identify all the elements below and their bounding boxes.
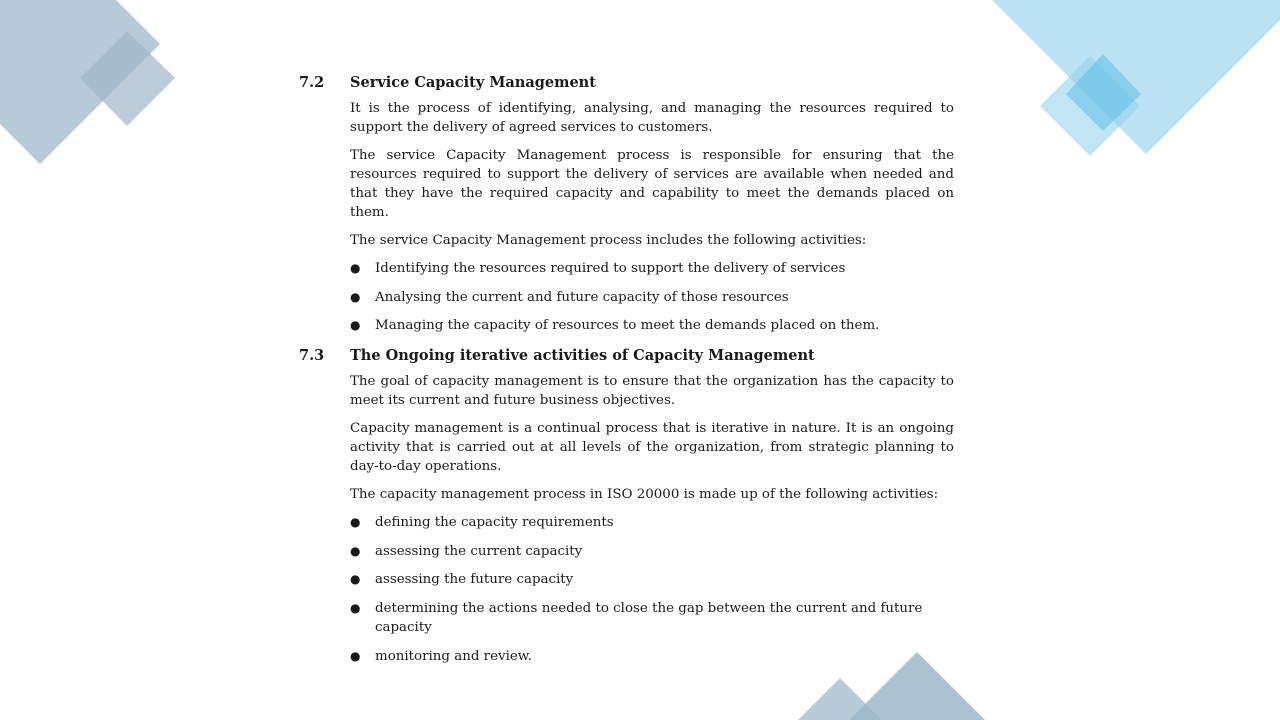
- list-item-text: Identifying the resources required to support the delivery of services: [375, 261, 846, 276]
- bullet-icon: ●: [350, 648, 361, 663]
- section-title: Service Capacity Management: [350, 74, 596, 91]
- paragraph: The capacity management process in ISO 20000 is made up of the following activities:: [350, 487, 939, 503]
- bullet-icon: ●: [350, 515, 361, 530]
- bullet-list: [350, 259, 954, 335]
- document-content: [299, 74, 954, 678]
- list-item-text: Managing the capacity of resources to meet the demands placed on them.: [375, 318, 880, 334]
- paragraph: It is the process of identifying, analysing, and managing the resources required to support the delivery of agreed services to customers.: [350, 101, 954, 135]
- list-item-text: assessing the current capacity: [375, 543, 583, 559]
- list-item-text: defining the capacity requirements: [375, 515, 614, 531]
- list-item: [350, 570, 954, 589]
- list-item-text: monitoring and review.: [375, 648, 532, 664]
- section-heading: [299, 74, 954, 91]
- list-item-text: assessing the future capacity: [375, 572, 574, 588]
- list-item: [350, 513, 954, 532]
- paragraph: The service Capacity Management process is responsible for ensuring that the resources required to support the delivery of services are available when needed and that they have the required capacity and capability to meet the demands placed on them.: [350, 148, 954, 220]
- bullet-icon: ●: [350, 318, 361, 333]
- bullet-icon: ●: [350, 261, 361, 275]
- bullet-icon: ●: [350, 572, 361, 587]
- section-title: The Ongoing iterative activities of Capacity Management: [350, 347, 815, 365]
- list-item: [350, 316, 954, 335]
- list-item-text: determining the actions needed to close the gap between the current and future capacity: [375, 600, 923, 635]
- section-number: 7.2: [299, 74, 325, 91]
- list-item: [350, 288, 954, 307]
- section-7-2: [299, 74, 954, 335]
- section-body: [350, 99, 954, 335]
- section-body: [350, 372, 954, 665]
- bullet-icon: ●: [350, 543, 361, 558]
- section-number: 7.3: [299, 347, 325, 365]
- paragraph: The goal of capacity management is to ensure that the organization has the capacity to meet its current and future business objectives.: [350, 374, 954, 409]
- paragraph: Capacity management is a continual process that is iterative in nature. It is an ongoing activity that is carried out at all levels of the organization, from strategic planning to day-to-day operations.: [350, 421, 954, 475]
- section-7-3: [299, 347, 954, 665]
- list-item: [350, 647, 954, 666]
- list-item-text: Analysing the current and future capacity of those resources: [375, 289, 789, 305]
- list-item: [350, 542, 954, 561]
- bullet-icon: ●: [350, 600, 361, 615]
- section-heading: [299, 347, 954, 364]
- list-item: [350, 599, 954, 637]
- bullet-list: [350, 513, 954, 665]
- bullet-icon: ●: [350, 289, 361, 304]
- list-item: [350, 259, 954, 278]
- paragraph: The service Capacity Management process includes the following activities:: [350, 233, 867, 248]
